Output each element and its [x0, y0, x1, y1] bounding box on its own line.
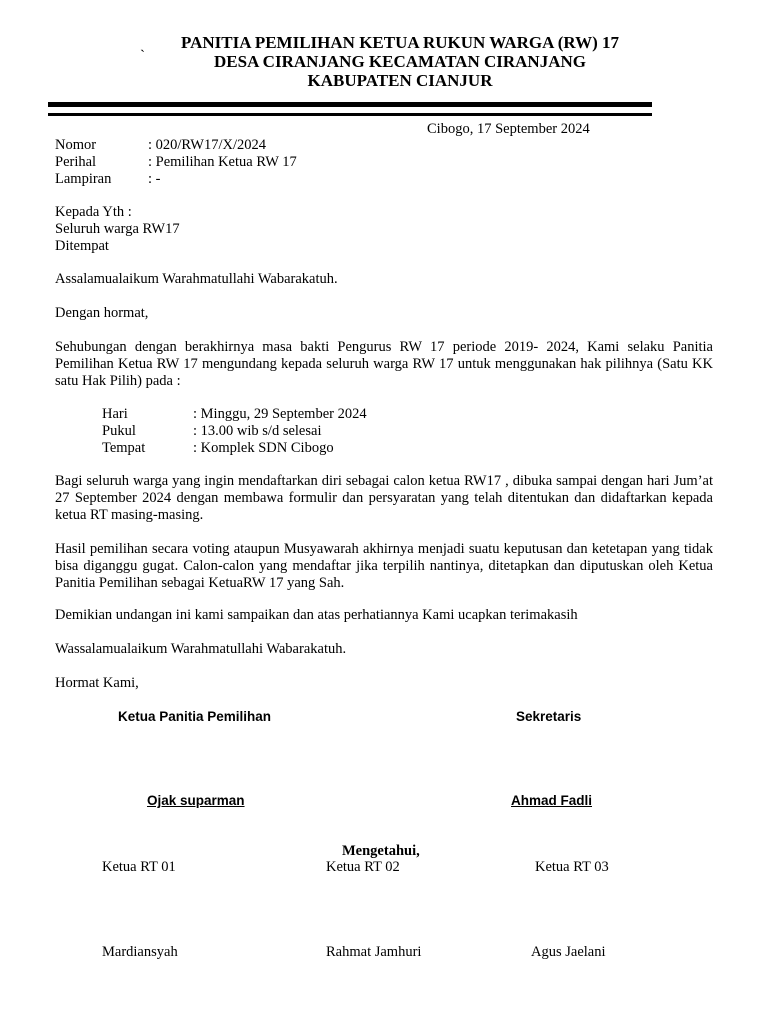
closing-phrase: Hormat Kami, [55, 675, 139, 691]
chair-title: Ketua Panitia Pemilihan [118, 709, 272, 724]
pukul-value: : 13.00 wib s/d selesai [193, 423, 322, 439]
hari-value: : Minggu, 29 September 2024 [193, 406, 367, 422]
rt01-title: Ketua RT 01 [102, 859, 176, 875]
header-rule-thick [48, 102, 652, 107]
nomor-label: Nomor [55, 137, 97, 153]
secretary-name: Ahmad Fadli [511, 793, 593, 808]
rt03-name: Agus Jaelani [531, 944, 606, 960]
recipient-line-3: Ditempat [55, 238, 109, 254]
closing-greeting: Wassalamualaikum Warahmatullahi Wabarakatuh. [55, 641, 347, 657]
letterhead-regency: KABUPATEN CIANJUR [307, 71, 493, 90]
perihal-label: Perihal [55, 154, 97, 170]
paragraph-invitation: Sehubungan dengan berakhirnya masa bakti Pengurus RW 17 periode 2019- 2024, Kami selaku Panitia Pemilihan Ketua RW 17 mengundang kepada seluruh warga RW 17 untuk menggunakan hak pilihnya (Satu KK satu Hak Pilih) pada : [55, 339, 713, 389]
nomor-value: : 020/RW17/X/2024 [148, 137, 267, 153]
chair-name: Ojak suparman [147, 793, 245, 808]
letterhead-village: DESA CIRANJANG KECAMATAN CIRANJANG [214, 52, 586, 71]
lampiran-value: : - [148, 171, 161, 187]
tempat-label: Tempat [102, 440, 146, 456]
stray-mark: ` [140, 48, 145, 64]
opening-greeting: Assalamualaikum Warahmatullahi Wabarakatuh. [55, 271, 338, 287]
acknowledged-title: Mengetahui, [342, 843, 420, 859]
header-rule-thin [48, 113, 652, 116]
lampiran-label: Lampiran [55, 171, 112, 187]
pukul-label: Pukul [102, 423, 136, 439]
letterhead-title: PANITIA PEMILIHAN KETUA RUKUN WARGA (RW) 17 [181, 33, 619, 52]
paragraph-closing: Demikian undangan ini kami sampaikan dan atas perhatiannya Kami ucapkan terimakasih [55, 607, 578, 623]
rt01-name: Mardiansyah [102, 944, 178, 960]
paragraph-result: Hasil pemilihan secara voting ataupun Musyawarah akhirnya menjadi suatu keputusan dan ketetapan yang tidak bisa diganggu gugat. Calon-calon yang mendaftar jika terpilih nantinya, ditetapkan dan diputuskan oleh Ketua Panitia Pemilihan sebagai KetuaRW 17 yang Sah. [55, 541, 713, 591]
place-date: Cibogo, 17 September 2024 [427, 121, 590, 137]
rt03-title: Ketua RT 03 [535, 859, 609, 875]
perihal-value: : Pemilihan Ketua RW 17 [148, 154, 297, 170]
paragraph-registration: Bagi seluruh warga yang ingin mendaftarkan diri sebagai calon ketua RW17 , dibuka sampai dengan hari Jum’at 27 September 2024 dengan membawa formulir dan persyaratan yang telah ditentukan dan didaftarkan kepada ketua RT masing-masing. [55, 473, 713, 523]
secretary-title: Sekretaris [516, 709, 582, 724]
rt02-title: Ketua RT 02 [326, 859, 400, 875]
recipient-line-2: Seluruh warga RW17 [55, 221, 180, 237]
salutation: Dengan hormat, [55, 305, 149, 321]
recipient-line-1: Kepada Yth : [55, 204, 132, 220]
hari-label: Hari [102, 406, 128, 422]
tempat-value: : Komplek SDN Cibogo [193, 440, 334, 456]
rt02-name: Rahmat Jamhuri [326, 944, 422, 960]
